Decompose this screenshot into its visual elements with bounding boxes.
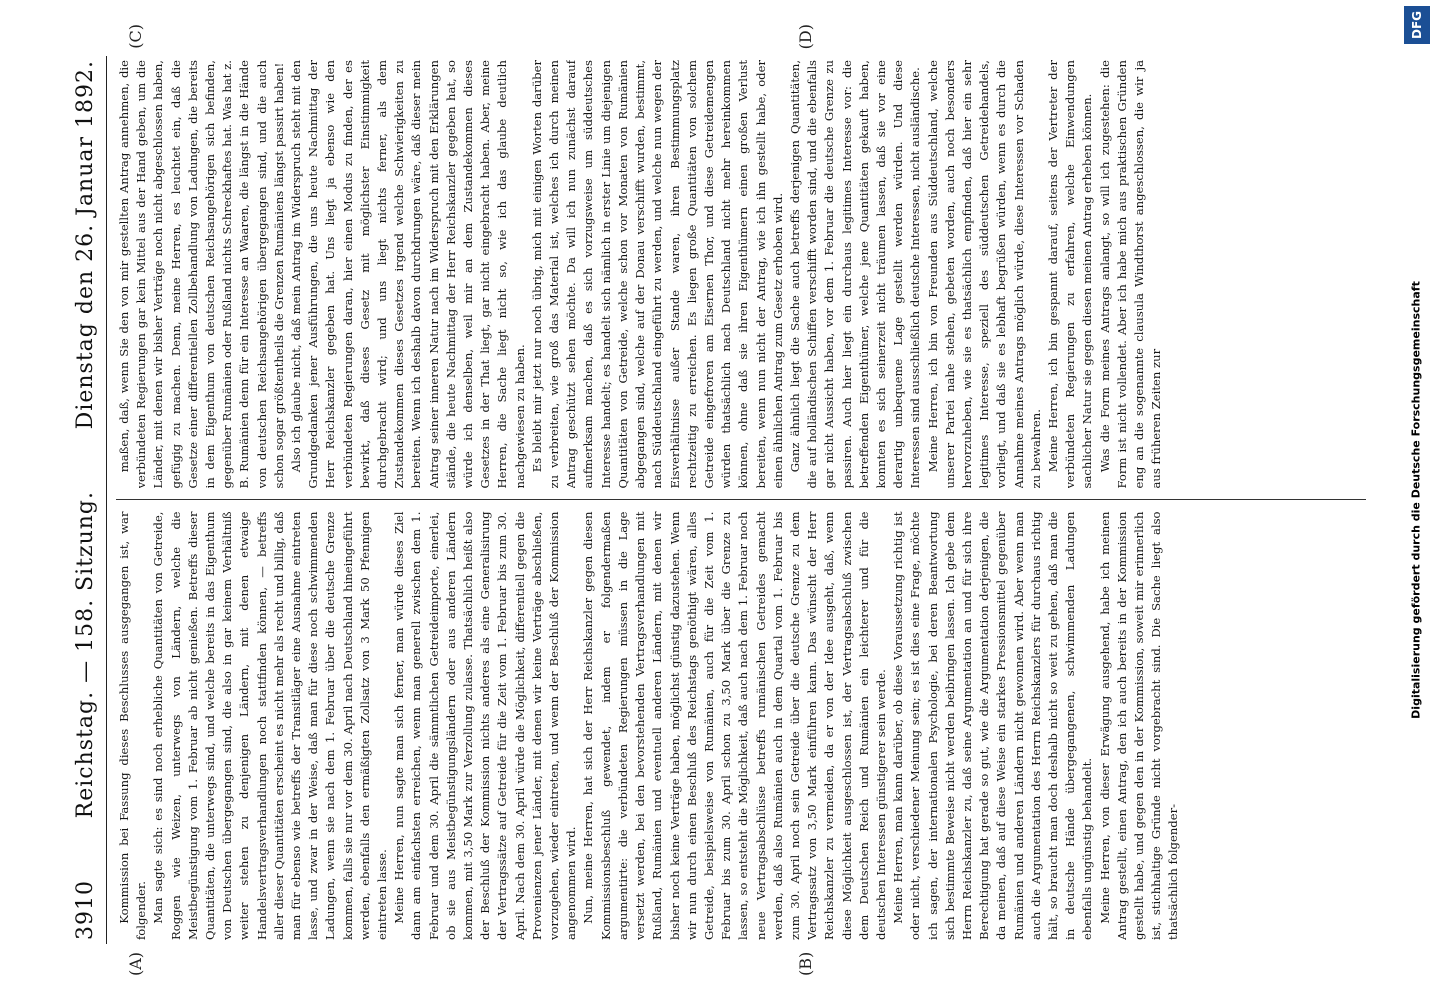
margin-marker-d: (D) <box>796 24 815 50</box>
document-page <box>56 20 1376 980</box>
paragraph: Kommission bei Fassung dieses Beschlusses ausgegangen ist, war folgender. <box>117 511 149 940</box>
paragraph: Nun, meine Herren, hat sich der Herr Reichskanzler gegen diesen Kommissionsbeschluß gewendet, indem er folgendermaßen argumentirte: die verbündeten Regierungen müssen in die Lage versetzt werden, bei den bevorstehenden Vertragsverhandlungen mit Rußland, Rumänien und eventuell anderen Ländern, mit denen wir bisher noch keine Verträge haben, möglichst günstig dazustehen. Wenn wir nun durch einen Beschluß des Reichstags genöthigt wären, alles Getreide, beispielsweise von Rumänien, auch für die Zeit vom 1. Februar bis zum 30. April schon zu 3,50 Mark über die Grenze zu lassen, so entsteht die Möglichkeit, daß auch nach dem 1. Februar noch neue Vertragsabschlüsse betreffs rumänischen Getreides gemacht werden, daß also Rumänien auch in dem Quartal vom 1. Februar bis zum 30. April noch sein Getreide über die deutsche Grenze zu dem Vertragssatz von 3,50 Mark einführen kann. Das wünscht der Herr Reichskanzler zu vermeiden, da er von der Idee ausgeht, daß, wenn diese Möglichkeit ausgeschlossen ist, der Vertragsabschluß zwischen dem Deutschen Reich und Rumänien ein leichterer und für die deutschen Interessen günstigerer sein werde. <box>581 511 888 940</box>
margin-marker-b: (B) <box>796 951 815 976</box>
paragraph: Meine Herren, ich bin von Freunden aus Süddeutschland, welche unserer Partei nahe stehen, gebeten worden, auch noch besonders hervorzuheben, wie sie es thatsächlich empfinden, daß hier ein sehr legitimes Interesse, speziell des süddeutschen Getreidehandels, vorliegt, und daß sie es lebhaft begrüßen würden, wenn es durch die Annahme meines Antrags möglich würde, diese Interessen vor Schaden zu bewahren. <box>925 60 1043 489</box>
paragraph: Ganz ähnlich liegt die Sache auch betreffs derjenigen Quantitäten, die auf holländischen Schiffen verschifft worden sind, und die ebenfalls gar nicht Aussicht haben, vor dem 1. Februar die deutsche Grenze zu passiren. Auch hier liegt ein durchaus legitimes Interesse vor: die betreffenden Eigenthümer, welche jene Quantitäten gekauft haben, konnten es sich seinerzeit nicht träumen lassen, daß sie vor eine derartig unbequeme Lage gestellt werden würden. Und diese Interessen sind ausschließlich deutsche Interessen, nicht ausländische. <box>787 60 923 489</box>
digitization-sidebar <box>1400 0 1432 1000</box>
paragraph: Meine Herren, nun sagte man sich ferner, man würde dieses Ziel dann am einfachsten erreichen, wenn man generell zwischen dem 1. Februar und dem 30. April die sämmtlichen Getreideimporte, einerlei, ob sie aus Meistbegünstigungsländern oder aus anderen Ländern kommen, mit 3,50 Mark zur Verzollung zulasse. Thatsächlich heißt also der Beschluß der Kommission nichts anderes als eine Generalisirung der Vertragssätze auf Getreide für die Zeit vom 1. Februar bis zum 30. April. Nach dem 30. April würde die Möglichkeit, differentiell gegen die Provenienzen jener Länder, mit denen wir keine Verträge abschließen, vorzugehen, wieder eintreten, und wenn der Beschluß der Kommission angenommen wird. <box>392 511 579 940</box>
margin-marker-c: (C) <box>126 24 145 49</box>
session-date: Dienstag den 26. Januar 1892. <box>72 60 98 430</box>
funding-credit: Digitalisierung gefördert durch die Deutsche Forschungsgemeinschaft <box>1409 281 1423 719</box>
page-header <box>70 60 100 940</box>
paragraph: Es bleibt mir jetzt nur noch übrig, mich mit einigen Worten darüber zu verbreiten, wie groß das Material ist, welches ich durch meinen Antrag geschützt sehen möchte. Da will ich nun zunächst darauf aufmerksam machen, daß es sich vorzugsweise um süddeutsches Interesse handelt; es handelt sich nämlich in erster Linie um diejenigen Quantitäten von Getreide, welche schon vor Monaten von Rumänien abgegangen sind, welche auf der Donau verschifft wurden, bestimmt, nach Süddeutschland eingeführt zu werden, und welche nun wegen der Eisverhältnisse außer Stande waren, ihren Bestimmungsplatz rechtzeitig zu erreichen. Es liegen große Quantitäten von solchem Getreide eingefroren am Eisernen Thor, und diese Getreidemengen würden thatsächlich nach Deutschland nicht mehr hereinkommen können, ohne daß sie ihren Eigenthümern einen großen Verlust bereiten, wenn nun nicht der Antrag, wie ich ihn gestellt habe, oder einen ähnlichen Antrag zum Gesetz erhoben wird. <box>529 60 785 489</box>
right-column <box>116 60 1366 489</box>
paragraph: Meine Herren, von dieser Erwägung ausgehend, habe ich meinen Antrag gestellt, einen Antrag, den ich auch bereits in der Kommission gestellt habe, und gegen den in der Kommission, soweit mir erinnerlich ist, stichhaltige Gründe nicht vorgebracht sind. Die Sache liegt also thatsächlich folgender- <box>1097 511 1181 940</box>
paragraph: Also ich glaube nicht, daß mein Antrag im Widerspruch steht mit den Grundgedanken jener Ausführungen, die uns heute Nachmittag der Herr Reichskanzler gegeben hat. Uns liegt ja ebenso wie den verbündeten Regierungen daran, hier einen Modus zu finden, der es bewirkt, daß dieses Gesetz mit möglichster Einstimmigkeit durchgebracht wird; und uns liegt nichts ferner, als dem Zustandekommen dieses Gesetzes irgend welche Schwierigkeiten zu bereiten. Wenn ich deshalb davon durchdrungen wäre, daß dieser mein Antrag seiner inneren Natur nach im Widerspruch mit den Erklärungen stände, die heute Nachmittag der Herr Reichskanzler gegeben hat, so würde ich denselben, weil mir an dem Zustandekommen dieses Gesetzes in der That liegt, gar nicht eingebracht haben. Aber, meine Herren, die Sache liegt nicht so, wie ich das glaube deutlich nachgewiesen zu haben. <box>289 60 527 489</box>
paragraph: Was die Form meines Antrags anlangt, so will ich zugestehen: die Form ist nicht vollendet. Aber ich habe mich aus praktischen Gründen eng an die sogenannte clausula Windthorst angeschlossen, die wir ja aus früheren Zeiten zur <box>1097 60 1164 489</box>
header-rule <box>106 56 107 944</box>
column-divider <box>116 500 1366 501</box>
left-column <box>116 512 1366 941</box>
paragraph: Man sagte sich: es sind noch erhebliche Quantitäten von Getreide, Roggen wie Weizen, unterwegs von Ländern, welche die Meistbegünstigung vom 1. Februar ab nicht genießen. Betreffs dieser Quantitäten, die unterwegs sind, und welche bereits in das Eigenthum von Deutschen übergegangen sind, die also in gar keinem Verhältniß weiter stehen zu denjenigen Ländern, mit denen etwaige Handelsvertragsverhandlungen noch stattfinden können, — betreffs aller dieser Quantitäten erscheint es nicht mehr als recht und billig, daß man für ebenso wie betreffs der Transitläger eine Ausnahme eintreten lasse, und zwar in der Weise, daß man für diese noch schwimmenden Ladungen, wenn sie nach dem 1. Februar über die deutsche Grenze kommen, falls sie nur vor dem 30. April nach Deutschland hineingeführt werden, ebenfalls den ermäßigten Zollsatz von 3 Mark 50 Pfennigen eintreten lasse. <box>151 511 390 940</box>
dfg-logo: DFG <box>1404 6 1430 44</box>
text-columns <box>116 60 1366 940</box>
page-title: Reichstag. — 158. Sitzung. <box>72 490 98 819</box>
margin-marker-a: (A) <box>126 951 145 976</box>
paragraph: Meine Herren, ich bin gespannt darauf, seitens der Vertreter der verbündeten Regierungen zu erfahren, welche Einwendungen sachlicher Natur sie gegen diesen meinen Antrag erheben können. <box>1045 60 1095 489</box>
page-number: 3910 <box>72 880 98 940</box>
paragraph: maßen, daß, wenn Sie den von mir gestellten Antrag annehmen, die verbündeten Regierungen gar kein Mittel aus der Hand geben, um die Länder, mit denen wir bisher Verträge noch nicht abgeschlossen haben, gefügig zu machen. Denn, meine Herren, es leuchtet ein, daß die Gesetze einer differentiellen Zollbehandlung von Ladungen, die bereits in dem Eigenthum von deutschen Reichsangehörigen sich befinden, gegenüber Rumänien oder Rußland nichts Schreckhaftes hat. Was hat z. B. Rumänien denn für ein Interesse an Waaren, die längst in die Hände von deutschen Reichsangehörigen übergegangen sind, und die auch schon sogar größtentheils die Grenzen Rumäniens längst passirt haben! <box>117 60 286 489</box>
paragraph: Meine Herren, man kann darüber, ob diese Voraussetzung richtig ist oder nicht, verschiedener Meinung sein; es ist dies eine Frage, möchte ich sagen, der internationalen Psychologie, bei deren Beantwortung sich bestimmte Beweise nicht werden beibringen lassen. Ich gebe dem Herrn Reichskanzler zu, daß seine Argumentation an und für sich ihre Berechtigung hat gerade so gut, wie die Argumentation derjenigen, die da meinen, daß auf diese Weise ein starkes Pressionsmittel gegenüber Rumänien und anderen Ländern nicht gewonnen wird. Aber wenn man auch die Argumentation des Herrn Reichskanzlers für durchaus richtig hält, so braucht man doch deshalb nicht so weit zu gehen, daß man die in deutsche Hände übergegangenen, schwimmenden Ladungen ebenfalls ungünstig behandelt. <box>891 511 1095 940</box>
